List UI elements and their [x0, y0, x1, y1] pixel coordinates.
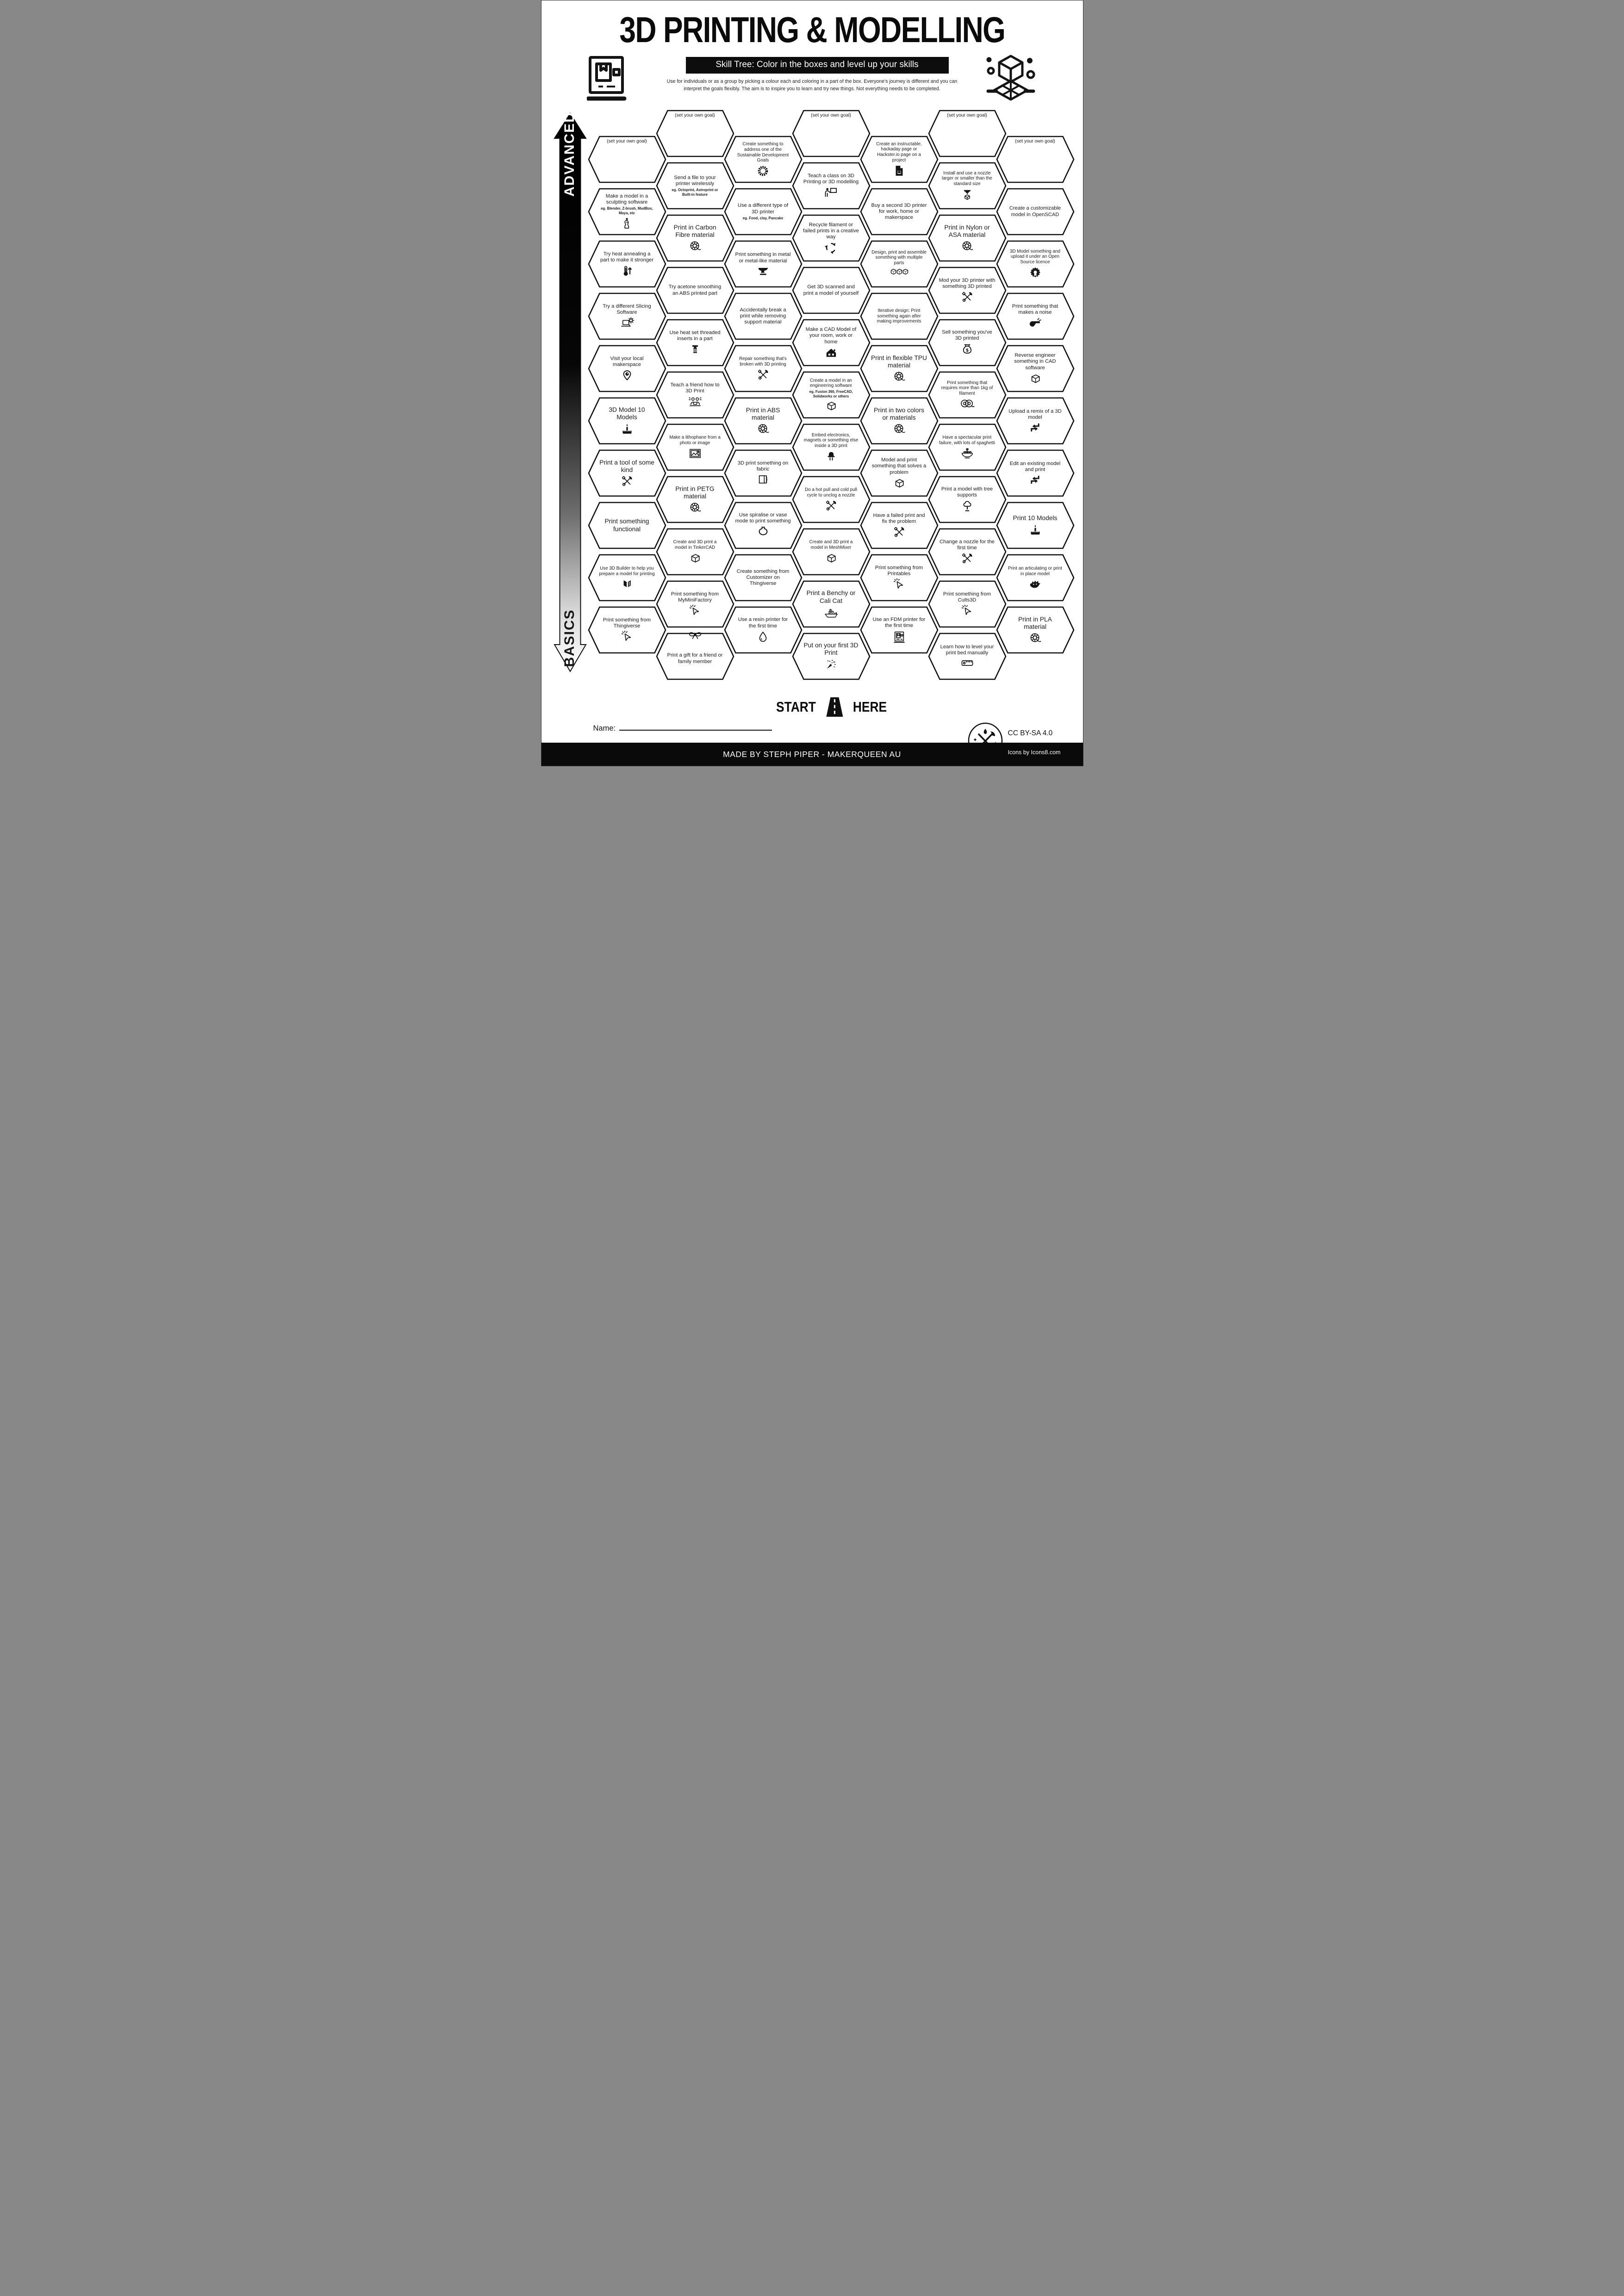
hex-label: Print something from Printables — [875, 565, 923, 577]
skill-hex[interactable] — [860, 502, 939, 549]
hex-label: Embed electronics, magnets or something else inside a 3D print — [803, 432, 859, 448]
skill-hex[interactable] — [928, 476, 1007, 523]
skill-hex[interactable] — [928, 528, 1007, 576]
hex-label: Print something that makes a noise — [1012, 303, 1058, 315]
skill-hex[interactable] — [928, 580, 1007, 628]
hex-label: Create something to address one of the Sustainable Development Goals — [737, 142, 789, 163]
skill-hex-set-your-own-goal[interactable] — [588, 136, 666, 183]
bow-icon — [687, 630, 703, 640]
license-label: CC BY-SA 4.0 — [1008, 729, 1053, 737]
skill-hex[interactable] — [724, 136, 803, 183]
tools-icon — [961, 291, 973, 303]
skill-hex[interactable] — [860, 188, 939, 236]
tree-icon — [961, 500, 973, 513]
money-bag-icon — [961, 343, 973, 356]
remix-arrows-icon — [1029, 422, 1041, 433]
cube-icon — [893, 477, 905, 489]
nozzle-icon — [961, 188, 973, 201]
level-axis-arrow — [554, 112, 587, 675]
hex-label: Have a failed print and fix the problem — [873, 512, 925, 524]
hex-label: Create and 3D print a model in MeshMixer — [809, 540, 853, 550]
start-here — [772, 696, 890, 718]
cake-icon — [1029, 523, 1042, 536]
skill-hex[interactable] — [588, 292, 666, 340]
skill-hex[interactable] — [792, 423, 871, 471]
skill-hex[interactable] — [792, 528, 871, 576]
cursor-icon — [621, 631, 633, 643]
spool-icon — [961, 240, 973, 252]
hex-label: Make a lithophane from a photo or image — [669, 435, 721, 446]
skill-hex-set-your-own-goal[interactable] — [928, 110, 1007, 157]
teacher-icon — [824, 186, 838, 199]
hex-label: Repair something that's broken with 3D printing — [739, 356, 787, 367]
skill-hex[interactable] — [724, 188, 803, 236]
recycle-icon — [825, 242, 837, 254]
sdg-ring-icon — [757, 165, 769, 177]
hex-label: Use an FDM printer for the first time — [872, 616, 926, 628]
skill-hex[interactable] — [928, 214, 1007, 262]
hex-label: Print in Nylon or ASA material — [944, 223, 990, 238]
cursor-icon — [961, 605, 973, 617]
open-source-gear-icon — [1029, 266, 1042, 279]
hex-sub-label: eg. Fusion 360, FreeCAD, Solidworks or others — [809, 389, 853, 398]
hex-label: Use a different type of 3D printer — [737, 203, 789, 215]
skill-hex[interactable] — [996, 449, 1075, 497]
screw-icon — [689, 343, 701, 355]
icons-credit-label: Icons by Icons8.com — [1008, 749, 1061, 756]
skill-hex[interactable] — [724, 606, 803, 654]
skill-hex[interactable] — [996, 502, 1075, 549]
skill-hex[interactable] — [792, 476, 871, 523]
hex-label: Print something functional — [604, 518, 649, 533]
cube-icon — [1029, 372, 1041, 385]
skill-hex[interactable] — [996, 397, 1075, 445]
skill-hex[interactable] — [588, 449, 666, 497]
tools-icon — [757, 369, 769, 381]
hex-label: Print in PETG material — [675, 485, 715, 500]
hex-label: Edit an existing model and print — [1009, 460, 1061, 472]
hex-label: Print an articulating or print in place model — [1008, 565, 1063, 577]
skill-hex-set-your-own-goal[interactable] — [792, 110, 871, 157]
skill-hex[interactable] — [996, 188, 1075, 236]
led-icon — [825, 450, 837, 462]
hex-label: Create something from Customizer on Thingiverse — [736, 568, 790, 587]
skill-hex[interactable] — [656, 423, 734, 471]
hex-label: Accidentally break a print while removing support material — [740, 307, 786, 325]
spool-double-icon — [959, 397, 975, 410]
skill-hex[interactable] — [656, 633, 734, 680]
cube-icon — [689, 552, 701, 564]
spool-icon — [689, 502, 701, 514]
basics-label: BASICS — [561, 609, 577, 667]
start-label: START — [776, 699, 816, 715]
house-icon — [825, 347, 838, 359]
hex-label: 3D print something on fabric — [737, 460, 789, 472]
subtitle-banner: Skill Tree: Color in the boxes and level up your skills — [686, 57, 949, 74]
hex-label: Teach a class on 3D Printing or 3D modelling — [803, 173, 859, 185]
name-input-line[interactable] — [619, 723, 772, 731]
goal-placeholder-label: (set your own goal) — [675, 113, 715, 118]
hex-label: Print something from Cults3D — [943, 591, 991, 603]
skill-hex[interactable] — [996, 606, 1075, 654]
skill-hex[interactable] — [860, 240, 939, 288]
skill-hex[interactable] — [928, 371, 1007, 419]
skill-hex[interactable] — [928, 162, 1007, 210]
tools-icon — [825, 500, 837, 512]
skill-hex[interactable] — [792, 633, 871, 680]
people-icon — [688, 396, 703, 408]
hex-label: Upload a remix of a 3D model — [1008, 408, 1062, 420]
drop-icon — [757, 631, 769, 643]
hex-label: Reverse engineer something in CAD software — [1014, 353, 1056, 371]
skill-hex[interactable] — [588, 397, 666, 445]
skill-hex[interactable] — [724, 397, 803, 445]
skill-hex[interactable] — [724, 240, 803, 288]
hex-label: Create a model in an engineering software — [810, 378, 852, 389]
skill-hex[interactable] — [996, 240, 1075, 288]
name-row — [593, 723, 772, 733]
goal-placeholder-label: (set your own goal) — [811, 113, 851, 118]
tools-icon — [621, 475, 633, 487]
tools-icon — [893, 526, 905, 538]
name-label: Name: — [593, 724, 616, 732]
hex-label: Recycle filament or failed prints in a creative way — [803, 222, 859, 240]
advanced-label: ADVANCED — [561, 112, 577, 197]
hex-label: Try acetone smoothing an ABS printed part — [668, 284, 722, 296]
hex-label: Mod your 3D printer with something 3D printed — [939, 277, 996, 289]
whistle-icon — [1028, 317, 1042, 329]
credit-label: MADE BY STEPH PIPER - MAKERQUEEN AU — [723, 750, 901, 759]
hex-label: Try heat annealing a part to make it stronger — [600, 251, 654, 263]
skill-hex[interactable] — [656, 319, 734, 366]
road-icon — [825, 696, 844, 718]
hex-label: 3D Model something and upload it under an Open Source licence — [1010, 248, 1060, 265]
hex-label: Model and print something that solves a problem — [871, 457, 927, 475]
location-pin-icon — [621, 369, 633, 381]
cube-icon — [825, 400, 837, 412]
document-icon — [894, 164, 905, 177]
hex-label: Teach a friend how to 3D Print — [670, 382, 720, 394]
page-title: 3D PRINTING & MODELLING — [619, 9, 1005, 50]
skill-hex[interactable] — [860, 397, 939, 445]
skill-hex[interactable] — [588, 554, 666, 602]
skill-hex[interactable] — [928, 423, 1007, 471]
hex-label: Install and use a nozzle larger or smaller than the standard size — [942, 170, 992, 186]
svg-text:$: $ — [965, 348, 969, 354]
hex-label: Print a tool of some kind — [599, 459, 654, 473]
skill-hex[interactable] — [656, 528, 734, 576]
skill-hex[interactable] — [724, 292, 803, 340]
hex-label: Visit your local makerspace — [610, 355, 644, 367]
skill-hex[interactable] — [860, 554, 939, 602]
cube-icon — [825, 552, 837, 564]
hex-label: Get 3D scanned and print a model of yourself — [803, 284, 859, 296]
hex-label: Print in PLA material — [1018, 615, 1052, 630]
hex-label: Print a gift for a friend or family member — [667, 652, 723, 664]
party-icon — [825, 658, 838, 671]
skill-hex[interactable] — [860, 449, 939, 497]
hex-label: Print something from Thingiverse — [603, 617, 651, 629]
hex-label: Use a resin printer for the first time — [738, 617, 788, 629]
remix-arrows-icon — [1029, 474, 1041, 485]
skill-hex[interactable] — [588, 606, 666, 654]
cubes-icon — [890, 267, 908, 278]
hex-label: Print 10 Models — [1013, 514, 1058, 521]
skill-hex[interactable] — [792, 162, 871, 210]
hex-sub-label: eg. Food, clay, Pancake — [742, 216, 784, 220]
hex-label: Create an instructable, hackaday page or Hackster.io page on a project — [876, 141, 922, 163]
spaghetti-icon — [960, 447, 974, 459]
spool-icon — [689, 240, 701, 252]
here-label: HERE — [852, 699, 887, 715]
cursor-icon — [689, 605, 701, 617]
goal-placeholder-label: (set your own goal) — [1015, 139, 1055, 144]
skill-hex[interactable] — [792, 214, 871, 262]
skill-hex[interactable] — [928, 319, 1007, 366]
skill-hex[interactable] — [724, 345, 803, 392]
benchy-icon — [823, 606, 839, 619]
skill-hex-set-your-own-goal[interactable] — [996, 136, 1075, 183]
spool-icon — [1029, 632, 1041, 644]
spool-icon — [893, 423, 905, 435]
hex-label: Create a customizable model in OpenSCAD — [1009, 205, 1061, 217]
tools-icon — [961, 552, 973, 565]
skill-hex[interactable] — [588, 188, 666, 236]
skill-hex[interactable] — [928, 267, 1007, 314]
hex-label: Design, print and assemble something with multiple parts — [871, 249, 927, 266]
hex-label: Print something in metal or metal-like material — [735, 252, 791, 264]
hex-label: Make a CAD Model of your room, work or home — [805, 327, 857, 345]
hex-label: Iterative design: Print something again after making improvements — [877, 308, 921, 324]
skill-hex[interactable] — [588, 345, 666, 392]
hex-label: Print in ABS material — [746, 406, 780, 421]
skill-hex[interactable] — [792, 580, 871, 628]
hex-label: Use 3D Builder to help you prepare a model for printing — [599, 565, 655, 577]
footer-bar — [541, 743, 1083, 766]
skill-hex[interactable] — [860, 292, 939, 340]
hex-label: Create and 3D print a model in TinkerCAD — [673, 540, 717, 550]
skill-hex[interactable] — [588, 240, 666, 288]
skill-tree-poster — [541, 0, 1083, 766]
fabric-icon — [757, 474, 770, 486]
description-text: Use for individuals or as a group by picking a colour each and coloring in a part of the box. Everyone's journey is different and you can interpret the goals flexibly. The aim is to inspire you to learn and try new things. Not everything needs to be completed. — [666, 79, 958, 92]
hex-label: Buy a second 3D printer for work, home or makerspace — [871, 202, 927, 221]
cake-icon — [621, 422, 634, 435]
skill-hex[interactable] — [928, 633, 1007, 680]
skill-hex[interactable] — [996, 345, 1075, 392]
fdm-printer-icon — [893, 630, 906, 643]
skill-hex[interactable] — [996, 292, 1075, 340]
skill-hex[interactable] — [588, 502, 666, 549]
hex-label: Print something from MyMiniFactory — [671, 591, 719, 603]
hex-label: Use spiralise or vase mode to print something — [735, 512, 791, 524]
skill-hex[interactable] — [996, 554, 1075, 602]
hex-label: Put on your first 3D Print — [803, 641, 859, 656]
skill-hex[interactable] — [656, 214, 734, 262]
hex-label: Send a file to your printer wirelessly — [674, 174, 716, 186]
skill-hex[interactable] — [724, 502, 803, 549]
hex-label: Change a nozzle for the first time — [940, 539, 995, 551]
photo-icon — [688, 447, 702, 459]
anvil-icon — [756, 266, 770, 276]
hex-label: 3D Model 10 Models — [609, 406, 645, 421]
thermometer-icon — [621, 265, 633, 277]
skill-hex[interactable] — [792, 371, 871, 419]
level-ruler-icon — [960, 658, 974, 669]
hex-label: Print in two colors or materials — [874, 406, 924, 421]
cursor-icon — [893, 578, 905, 590]
skill-hex[interactable] — [860, 345, 939, 392]
hex-label: Have a spectacular print failure, with lots of spaghetti — [939, 434, 995, 446]
skill-hex[interactable] — [792, 319, 871, 366]
builder-icon — [621, 578, 633, 590]
skill-hex[interactable] — [724, 554, 803, 602]
skill-hex[interactable] — [860, 136, 939, 183]
hex-label: Print in flexible TPU material — [871, 354, 927, 369]
hex-label: Print something that requires more than 1kg of filament — [941, 380, 993, 396]
skill-hex[interactable] — [656, 162, 734, 210]
hex-label: Print a Benchy or Cali Cat — [806, 590, 856, 604]
hex-label: Sell something you've 3D printed — [942, 329, 992, 341]
skill-hex[interactable] — [860, 606, 939, 654]
hex-label: Print in Carbon Fibre material — [673, 223, 716, 238]
hex-label: Do a hot pull and cold pull cycle to unclog a nozzle — [805, 487, 857, 498]
hex-label: Learn how to level your print bed manually — [940, 644, 994, 656]
skill-hex[interactable] — [656, 476, 734, 523]
goal-placeholder-label: (set your own goal) — [607, 139, 647, 144]
laptop-gear-icon — [620, 317, 634, 329]
hex-label: Print a model with tree supports — [941, 486, 993, 498]
hex-label: Use heat set threaded inserts in a part — [669, 329, 721, 341]
skill-hex[interactable] — [724, 449, 803, 497]
hex-label: Make a model in a sculpting software — [605, 193, 648, 205]
skill-hex[interactable] — [656, 267, 734, 314]
dragon-icon — [1028, 578, 1042, 590]
spool-icon — [893, 371, 905, 383]
vase-icon — [758, 526, 769, 539]
spool-icon — [757, 423, 769, 435]
hex-sub-label: eg. Blender, Z-brush, MudBox, Maya, etc — [601, 206, 653, 216]
skill-hex-set-your-own-goal[interactable] — [656, 110, 734, 157]
hex-label: Try a different Slicing Software — [603, 303, 651, 315]
skill-hex[interactable] — [792, 267, 871, 314]
goal-placeholder-label: (set your own goal) — [947, 113, 987, 118]
skill-hex[interactable] — [656, 371, 734, 419]
skill-hex[interactable] — [656, 580, 734, 628]
statue-icon — [622, 217, 632, 230]
hex-sub-label: eg. Octoprint, Astroprint or Built-in feature — [672, 187, 718, 197]
